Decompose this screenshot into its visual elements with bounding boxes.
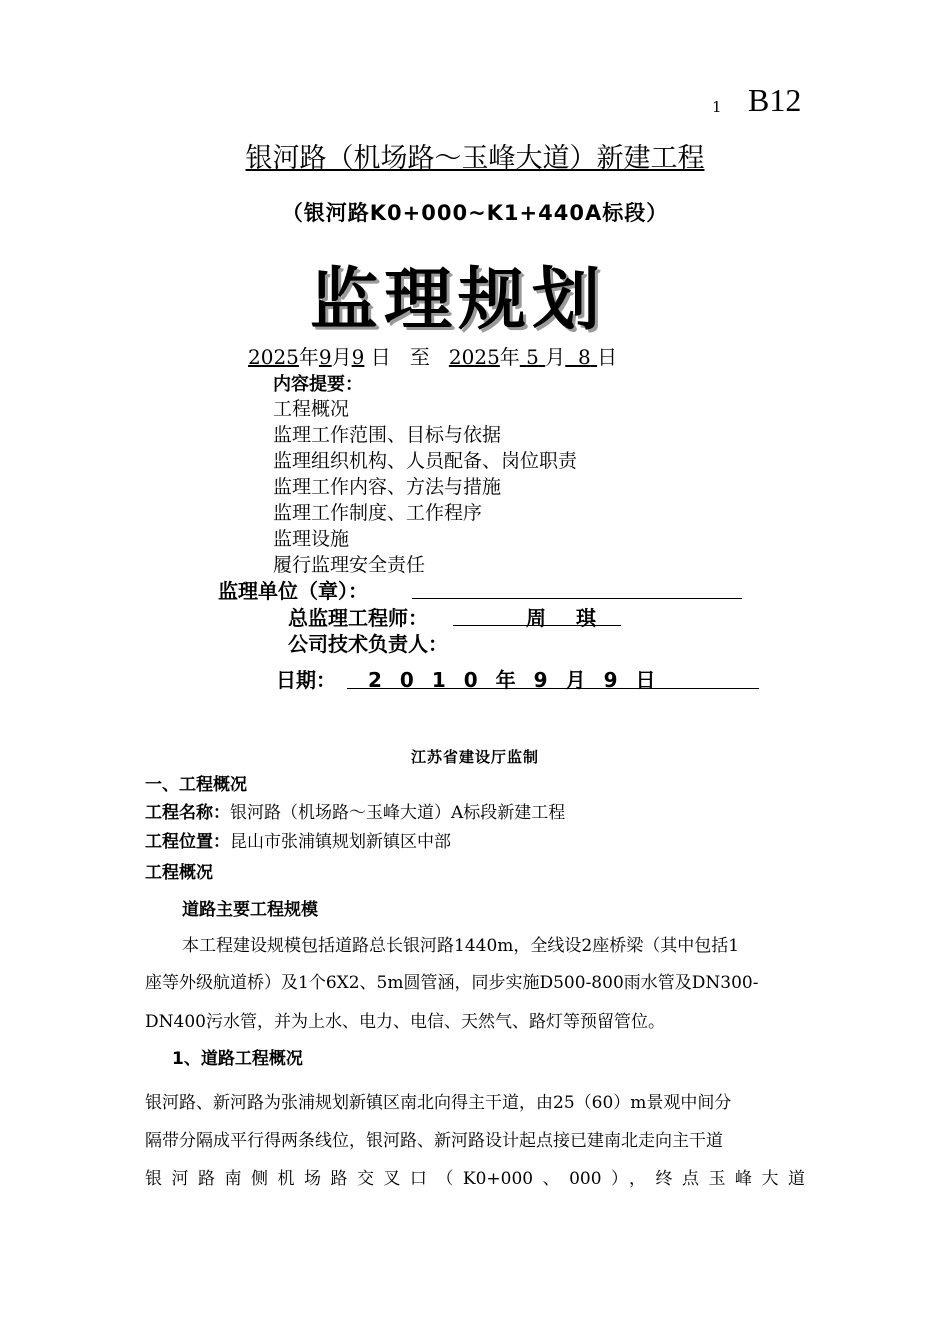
paragraph-line: DN400污水管，并为上水、电力、电信、天然气、路灯等预留管位。 (145, 1012, 665, 1032)
date-to: 至 (409, 345, 430, 369)
supervisor-unit-line (412, 598, 742, 599)
year-char: 年 (499, 345, 520, 369)
month-char: 月 (545, 345, 566, 369)
road-overview-heading: 1、道路工程概况 (172, 1049, 303, 1069)
day-char: 日 (370, 345, 391, 369)
paragraph-line: 座等外级航道桥）及1个6X2、5m圆管涵，同步实施D500-800雨水管及DN300- (145, 973, 759, 993)
project-name-row (145, 798, 565, 823)
main-title: 监理规划 (309, 261, 606, 340)
page-number: 1 (712, 98, 722, 116)
project-name-label: 工程名称： (145, 803, 230, 823)
contents-item: 履行监理安全责任 (273, 554, 426, 576)
date-label: 日期： (276, 668, 336, 692)
project-title: 银河路（机场路～玉峰大道）新建工程 (245, 143, 705, 174)
document-code: B12 (748, 82, 802, 118)
contents-item: 工程概况 (273, 398, 350, 420)
start-month: 9 (318, 345, 332, 369)
contents-item: 监理设施 (273, 528, 350, 550)
date-range (248, 341, 617, 370)
start-year: 2025 (248, 345, 299, 369)
paragraph-line: 银河路南侧机场路交叉口（K0+000、000），终点玉峰大道 (145, 1169, 805, 1189)
chief-engineer-name: 周琪 (526, 606, 626, 630)
end-month: 5 (526, 345, 539, 369)
year-char: 年 (298, 345, 319, 369)
tech-lead-label: 公司技术负责人： (288, 632, 448, 656)
project-location-label: 工程位置： (145, 832, 230, 852)
contents-item: 监理工作范围、目标与依据 (273, 424, 502, 446)
day-char: 日 (597, 345, 618, 369)
month-char: 月 (331, 345, 352, 369)
issuer: 江苏省建设厅监制 (410, 748, 539, 766)
paragraph-line: 银河路、新河路为张浦规划新镇区南北向得主干道，由25（60）m景观中间分 (145, 1093, 732, 1113)
contents-heading: 内容提要： (273, 374, 363, 395)
contents-item: 监理工作内容、方法与措施 (273, 476, 502, 498)
paragraph-line: 隔带分隔成平行得两条线位，银河路、新河路设计起点接已建南北走向主干道 (145, 1131, 723, 1151)
supervisor-unit-label: 监理单位（章）： (218, 579, 368, 603)
project-location-row (145, 827, 451, 852)
end-day: 8 (577, 345, 591, 369)
overview-heading: 工程概况 (145, 863, 213, 883)
date-value: 2010年9月9日 (368, 668, 674, 692)
section-subtitle: （银河路K0+000~K1+440A标段） (281, 201, 669, 225)
end-year: 2025 (448, 345, 500, 369)
chief-engineer-label: 总监理工程师： (288, 606, 428, 630)
paragraph-line: 本工程建设规模包括道路总长银河路1440m，全线设2座桥梁（其中包括1 (182, 936, 740, 956)
project-name-value: 银河路（机场路～玉峰大道）A标段新建工程 (230, 803, 566, 823)
road-scale-heading: 道路主要工程规模 (182, 900, 318, 920)
start-day: 9 (351, 345, 365, 369)
contents-item: 监理组织机构、人员配备、岗位职责 (273, 450, 578, 472)
project-location-value: 昆山市张浦镇规划新镇区中部 (230, 832, 451, 852)
section-heading: 一、工程概况 (145, 775, 247, 795)
contents-item: 监理工作制度、工作程序 (273, 502, 483, 524)
